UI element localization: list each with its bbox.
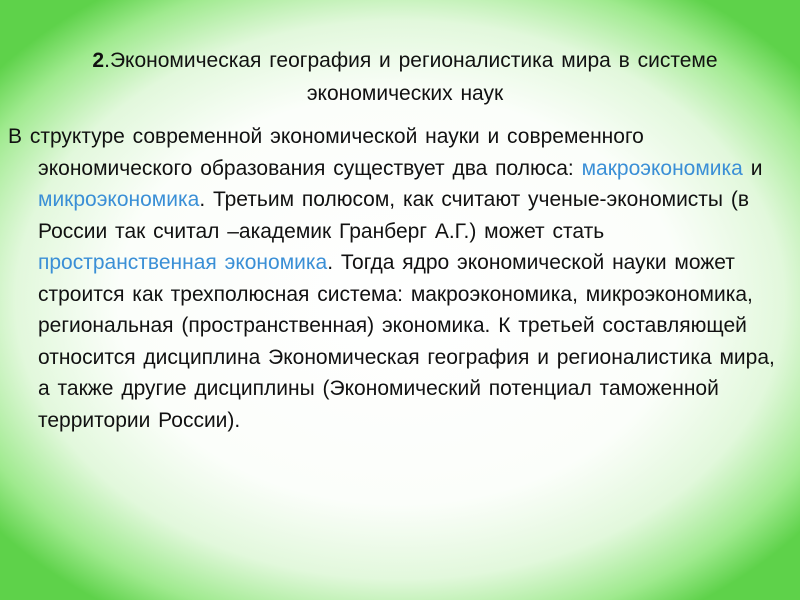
body-text-part-3: . Третьим полюсом, как считают ученые-экономисты (в России так считал –академик Гранберг А.Г.) может стать	[38, 188, 749, 243]
highlighted-term-macroeconomics: макроэкономика	[581, 156, 743, 180]
highlighted-term-spatial-economics: пространственная экономика	[38, 251, 328, 274]
body-text-part-4: . Тогда ядро экономической науки может строится как трехполюсная система: макроэкономика, микроэкономика, региональная (пространственная) экономика. К третьей составляющей относится дисциплина Экономическая география и регионалистика мира, а также другие дисциплины (Экономический потенциал таможенной территории России).	[38, 251, 775, 432]
title-number: 2	[92, 49, 105, 72]
title-text: .Экономическая география и регионалистика мира в системе экономических наук	[104, 49, 718, 105]
slide-body-paragraph	[8, 121, 783, 436]
body-text-part-2: и	[742, 156, 763, 180]
highlighted-term-microeconomics: микроэкономика	[38, 188, 200, 211]
body-text-part-1: В структуре современной экономической науки и современного экономического образования существует два полюса:	[8, 125, 644, 180]
slide-title	[60, 44, 750, 110]
